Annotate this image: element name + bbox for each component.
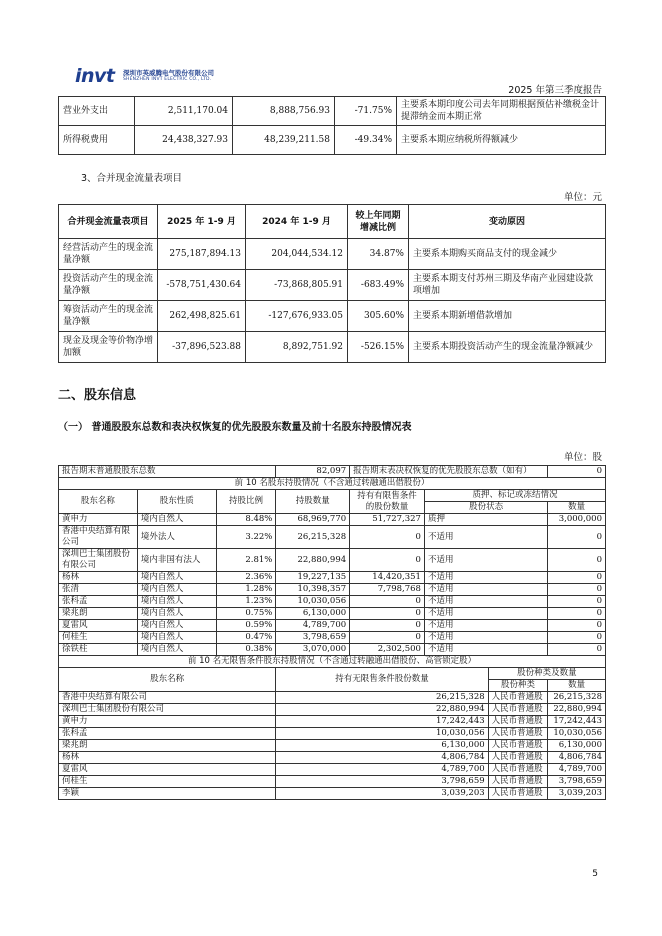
unres-name: 杨林 [59, 752, 276, 764]
holder-name: 黄申力 [59, 514, 138, 526]
holder-qty: 10,030,056 [276, 596, 350, 608]
holder-pledge-count: 0 [548, 549, 606, 572]
holder-restricted: 0 [350, 620, 425, 632]
unres-count: 10,030,056 [548, 728, 606, 740]
unres-kind: 人民币普通股 [488, 788, 548, 800]
income-item: 所得税费用 [59, 126, 135, 155]
col-header-unres-kind: 股份种类 [488, 680, 548, 692]
top10-title: 前 10 名股东持股情况（不含通过转融通出借股份） [59, 478, 606, 490]
col-header-count: 数量 [548, 502, 606, 514]
holder-pledge-count: 0 [548, 584, 606, 596]
top10-row [59, 596, 606, 608]
holder-pledge-count: 0 [548, 620, 606, 632]
holder-pct: 1.23% [216, 596, 276, 608]
unres-kind: 人民币普通股 [488, 752, 548, 764]
holder-qty: 6,130,000 [276, 608, 350, 620]
unrestricted-row [59, 692, 606, 704]
holder-restricted: 0 [350, 549, 425, 572]
cashflow-unit: 单位：元 [563, 192, 602, 203]
unrestricted-row [59, 764, 606, 776]
holder-pledge-count: 0 [548, 572, 606, 584]
holder-type: 境内自然人 [137, 620, 216, 632]
holder-restricted: 14,420,351 [350, 572, 425, 584]
col-header-unres-name: 股东名称 [59, 668, 276, 692]
unres-count: 4,789,700 [548, 764, 606, 776]
col-header-item: 合并现金流量表项目 [59, 205, 158, 239]
income-items-table [58, 96, 606, 155]
unres-kind: 人民币普通股 [488, 704, 548, 716]
shareholder-subheading: （一） 普通股股东总数和表决权恢复的优先股股东数量及前十名股东持股情况表 [58, 422, 412, 433]
top10-row [59, 632, 606, 644]
unres-kind: 人民币普通股 [488, 764, 548, 776]
holder-qty: 4,789,700 [276, 620, 350, 632]
holder-restricted: 7,798,768 [350, 584, 425, 596]
cashflow-row [59, 270, 606, 301]
col-header-unres-kind-qty: 股份种类及数量 [488, 668, 605, 680]
income-reason: 主要系本期印度公司去年同期根据预估补缴税金计提滞纳金而本期正常 [397, 97, 606, 126]
col-header-unres-count: 数量 [548, 680, 606, 692]
holder-restricted: 0 [350, 608, 425, 620]
income-previous: 48,239,211.58 [233, 126, 335, 155]
cashflow-previous: -73,868,805.91 [246, 270, 348, 301]
holder-pledge-count: 0 [548, 632, 606, 644]
holder-status: 不适用 [424, 632, 547, 644]
holder-pledge-count: 0 [548, 608, 606, 620]
unres-kind: 人民币普通股 [488, 740, 548, 752]
income-item: 营业外支出 [59, 97, 135, 126]
unres-kind: 人民币普通股 [488, 728, 548, 740]
unres-count: 22,880,994 [548, 704, 606, 716]
unres-qty: 6,130,000 [276, 740, 488, 752]
unres-count: 3,798,659 [548, 776, 606, 788]
holder-restricted: 0 [350, 526, 425, 549]
holder-pct: 0.75% [216, 608, 276, 620]
col-header-name: 股东名称 [59, 490, 138, 514]
cashflow-change: 34.87% [348, 239, 409, 270]
unres-count: 4,806,784 [548, 752, 606, 764]
report-title: 2025 年第三季度报告 [508, 85, 602, 96]
shareholder-total-row [59, 466, 606, 478]
cashflow-row [59, 301, 606, 332]
page-number: 5 [592, 869, 598, 879]
cashflow-item: 投资活动产生的现金流量净额 [59, 270, 158, 301]
unres-kind: 人民币普通股 [488, 776, 548, 788]
holder-pct: 1.28% [216, 584, 276, 596]
holder-restricted: 0 [350, 632, 425, 644]
unres-name: 黄申力 [59, 716, 276, 728]
holder-pct: 8.48% [216, 514, 276, 526]
holder-pledge-count: 0 [548, 644, 606, 656]
unres-qty: 10,030,056 [276, 728, 488, 740]
shareholder-section-heading: 二、股东信息 [58, 388, 137, 403]
cashflow-previous: 204,044,534.12 [246, 239, 348, 270]
unres-kind: 人民币普通股 [488, 692, 548, 704]
preferred-holders-label: 报告期末表决权恢复的优先股股东总数（如有） [350, 466, 548, 478]
holder-type: 境内自然人 [137, 596, 216, 608]
unres-name: 深圳巴士集团股份有限公司 [59, 704, 276, 716]
cashflow-item: 筹资活动产生的现金流量净额 [59, 301, 158, 332]
holder-status: 不适用 [424, 596, 547, 608]
logo-chinese-name: 深圳市英威腾电气股份有限公司 [123, 69, 214, 77]
holder-pct: 0.59% [216, 620, 276, 632]
holder-status: 不适用 [424, 620, 547, 632]
cashflow-previous: -127,676,933.05 [246, 301, 348, 332]
holder-pct: 0.47% [216, 632, 276, 644]
income-change: -49.34% [335, 126, 397, 155]
top10-row [59, 549, 606, 572]
unres-count: 17,242,443 [548, 716, 606, 728]
holder-qty: 10,398,357 [276, 584, 350, 596]
holder-name: 夏雷风 [59, 620, 138, 632]
income-reason: 主要系本期应纳税所得额减少 [397, 126, 606, 155]
income-current: 24,438,327.93 [135, 126, 233, 155]
top10-title-row [59, 478, 606, 490]
cashflow-change: 305.60% [348, 301, 409, 332]
col-header-status: 股份状态 [424, 502, 547, 514]
unres-qty: 26,215,328 [276, 692, 488, 704]
cashflow-row [59, 332, 606, 363]
holder-pledge-count: 3,000,000 [548, 514, 606, 526]
top10-header-row [59, 490, 606, 502]
unres-kind: 人民币普通股 [488, 716, 548, 728]
unrestricted-row [59, 788, 606, 800]
col-header-change: 较上年同期增减比例 [348, 205, 409, 239]
holder-type: 境内自然人 [137, 644, 216, 656]
holder-status: 不适用 [424, 526, 547, 549]
holder-qty: 22,880,994 [276, 549, 350, 572]
holder-qty: 3,798,659 [276, 632, 350, 644]
holder-name: 徐铁柱 [59, 644, 138, 656]
company-logo [75, 66, 235, 88]
holder-type: 境内非国有法人 [137, 549, 216, 572]
top10-row [59, 620, 606, 632]
income-current: 2,511,170.04 [135, 97, 233, 126]
cashflow-current: 262,498,825.61 [158, 301, 246, 332]
unrestricted-row [59, 728, 606, 740]
cashflow-change: -526.15% [348, 332, 409, 363]
unres-qty: 17,242,443 [276, 716, 488, 728]
holder-qty: 3,070,000 [276, 644, 350, 656]
holder-type: 境内自然人 [137, 514, 216, 526]
unrestricted-row [59, 752, 606, 764]
holder-name: 张清 [59, 584, 138, 596]
top10-row [59, 514, 606, 526]
holder-status: 不适用 [424, 584, 547, 596]
holder-type: 境内自然人 [137, 584, 216, 596]
cashflow-current: 275,187,894.13 [158, 239, 246, 270]
holder-status: 质押 [424, 514, 547, 526]
shareholder-unit: 单位：股 [563, 452, 602, 463]
holder-restricted: 2,302,500 [350, 644, 425, 656]
col-header-previous: 2024 年 1-9 月 [246, 205, 348, 239]
holder-name: 张科孟 [59, 596, 138, 608]
holder-restricted: 0 [350, 596, 425, 608]
holder-pledge-count: 0 [548, 526, 606, 549]
holder-pledge-count: 0 [548, 596, 606, 608]
col-header-current: 2025 年 1-9 月 [158, 205, 246, 239]
holder-pct: 3.22% [216, 526, 276, 549]
top10-row [59, 584, 606, 596]
top10-row [59, 572, 606, 584]
holder-type: 境内自然人 [137, 632, 216, 644]
holder-pct: 2.81% [216, 549, 276, 572]
col-header-restricted: 持有有限售条件的股份数量 [350, 490, 425, 514]
unres-name: 李颖 [59, 788, 276, 800]
holder-status: 不适用 [424, 644, 547, 656]
unres-qty: 3,798,659 [276, 776, 488, 788]
total-holders-value: 82,097 [276, 466, 350, 478]
cashflow-current: -578,751,430.64 [158, 270, 246, 301]
unres-count: 26,215,328 [548, 692, 606, 704]
holder-qty: 68,969,770 [276, 514, 350, 526]
cashflow-header-row [59, 205, 606, 239]
unrestricted-title-row [59, 656, 606, 668]
holder-status: 不适用 [424, 572, 547, 584]
holder-name: 香港中央结算有限公司 [59, 526, 138, 549]
unres-qty: 4,789,700 [276, 764, 488, 776]
unres-name: 夏雷风 [59, 764, 276, 776]
holder-name: 何桂生 [59, 632, 138, 644]
income-row [59, 97, 606, 126]
holder-type: 境内自然人 [137, 608, 216, 620]
cashflow-previous: 8,892,751.92 [246, 332, 348, 363]
income-row [59, 126, 606, 155]
col-header-reason: 变动原因 [409, 205, 606, 239]
cashflow-reason: 主要系本期购买商品支付的现金减少 [409, 239, 606, 270]
cashflow-change: -683.49% [348, 270, 409, 301]
unrestricted-row [59, 704, 606, 716]
holder-type: 境外法人 [137, 526, 216, 549]
unrestricted-row [59, 776, 606, 788]
unrestricted-row [59, 716, 606, 728]
cashflow-reason: 主要系本期投资活动产生的现金流量净额减少 [409, 332, 606, 363]
unres-count: 3,039,203 [548, 788, 606, 800]
unres-qty: 4,806,784 [276, 752, 488, 764]
holder-name: 杨林 [59, 572, 138, 584]
holder-type: 境内自然人 [137, 572, 216, 584]
unrestricted-header-row [59, 668, 606, 680]
shareholder-table [58, 465, 606, 800]
cashflow-item: 现金及现金等价物净增加额 [59, 332, 158, 363]
unres-count: 6,130,000 [548, 740, 606, 752]
unres-qty: 22,880,994 [276, 704, 488, 716]
unrestricted-row [59, 740, 606, 752]
cashflow-row [59, 239, 606, 270]
col-header-qty: 持股数量 [276, 490, 350, 514]
unres-name: 梁兆朗 [59, 740, 276, 752]
unrestricted-title: 前 10 名无限售条件股东持股情况（不含通过转融通出借股份、高管锁定股） [59, 656, 606, 668]
holder-name: 梁兆朗 [59, 608, 138, 620]
holder-qty: 26,215,328 [276, 526, 350, 549]
top10-row [59, 526, 606, 549]
preferred-holders-value: 0 [548, 466, 606, 478]
cashflow-section-title: 3、合并现金流量表项目 [81, 173, 183, 184]
holder-pct: 0.38% [216, 644, 276, 656]
logo-english-name: SHENZHEN INVT ELECTRIC CO., LTD. [123, 77, 212, 82]
holder-qty: 19,227,135 [276, 572, 350, 584]
income-change: -71.75% [335, 97, 397, 126]
top10-row [59, 608, 606, 620]
total-holders-label: 报告期末普通股股东总数 [59, 466, 276, 478]
holder-status: 不适用 [424, 549, 547, 572]
holder-status: 不适用 [424, 608, 547, 620]
cashflow-current: -37,896,523.88 [158, 332, 246, 363]
cashflow-reason: 主要系本期新增借款增加 [409, 301, 606, 332]
cashflow-reason: 主要系本期支付苏州三期及华南产业园建设款项增加 [409, 270, 606, 301]
col-header-unres-qty: 持有无限售条件股份数量 [276, 668, 488, 692]
unres-qty: 3,039,203 [276, 788, 488, 800]
top10-row [59, 644, 606, 656]
income-previous: 8,888,756.93 [233, 97, 335, 126]
unres-name: 香港中央结算有限公司 [59, 692, 276, 704]
cashflow-item: 经营活动产生的现金流量净额 [59, 239, 158, 270]
holder-restricted: 51,727,327 [350, 514, 425, 526]
col-header-type: 股东性质 [137, 490, 216, 514]
logo-mark: invt [75, 65, 115, 87]
unres-name: 何桂生 [59, 776, 276, 788]
holder-name: 深圳巴士集团股份有限公司 [59, 549, 138, 572]
col-header-pct: 持股比例 [216, 490, 276, 514]
cashflow-table [58, 204, 606, 363]
col-header-pledge: 质押、标记或冻结情况 [424, 490, 605, 502]
unres-name: 张科孟 [59, 728, 276, 740]
holder-pct: 2.36% [216, 572, 276, 584]
